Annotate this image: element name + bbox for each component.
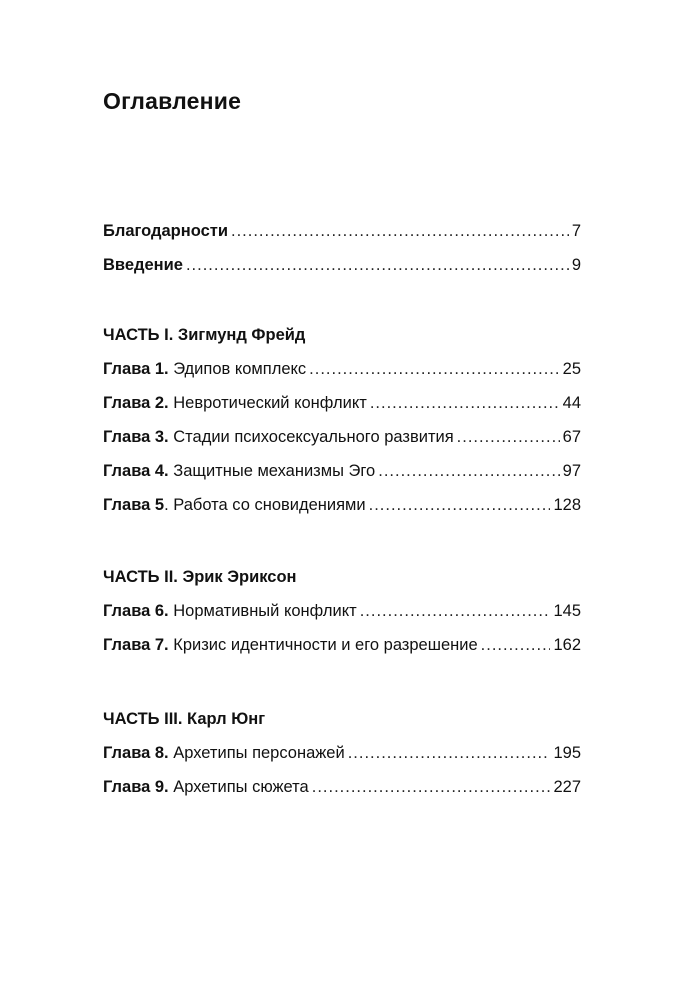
toc-entry-chapter-7[interactable]	[103, 628, 581, 662]
part-heading: ЧАСТЬ III. Карл Юнг	[103, 710, 266, 728]
chapter-number: Глава 7.	[103, 636, 169, 654]
toc-part-1	[103, 318, 581, 522]
toc-part-3	[103, 702, 581, 804]
dot-leader	[312, 770, 551, 804]
chapter-number: Глава 2.	[103, 394, 169, 412]
dot-leader	[360, 594, 551, 628]
toc-page-number: 128	[553, 496, 581, 514]
dot-leader	[378, 454, 559, 488]
toc-page-number: 7	[571, 222, 581, 240]
chapter-title: Защитные механизмы Эго	[168, 462, 376, 480]
toc-entry-chapter-1[interactable]	[103, 352, 581, 386]
chapter-number: Глава 3.	[103, 428, 169, 446]
dot-leader	[481, 628, 551, 662]
chapter-number: Глава 4.	[103, 462, 169, 480]
dot-leader	[309, 352, 559, 386]
toc-front-matter	[103, 214, 581, 282]
toc-entry-acknowledgements[interactable]	[103, 214, 581, 248]
toc-entry-chapter-8[interactable]	[103, 736, 581, 770]
chapter-number: Глава 5	[103, 496, 165, 514]
dot-leader	[457, 420, 560, 454]
chapter-title: Стадии психосексуального развития	[168, 428, 454, 446]
toc-page-number: 162	[553, 636, 581, 654]
toc-entry-chapter-9[interactable]	[103, 770, 581, 804]
toc-entry-chapter-3[interactable]	[103, 420, 581, 454]
chapter-number: Глава 1.	[103, 360, 169, 378]
toc-entry-introduction[interactable]	[103, 248, 581, 282]
chapter-title: Невротический конфликт	[168, 394, 367, 412]
chapter-title: Эдипов комплекс	[168, 360, 307, 378]
toc-entry-chapter-2[interactable]	[103, 386, 581, 420]
dot-leader	[231, 214, 569, 248]
toc-page-number: 9	[571, 256, 581, 274]
part-heading: ЧАСТЬ I. Зигмунд Фрейд	[103, 326, 306, 344]
toc-part-2	[103, 560, 581, 662]
chapter-number: Глава 9.	[103, 778, 169, 796]
chapter-title: . Работа со сновидениями	[164, 496, 366, 514]
chapter-title: Кризис идентичности и его разрешение	[168, 636, 478, 654]
chapter-number: Глава 8.	[103, 744, 169, 762]
toc-page-number: 195	[553, 744, 581, 762]
toc-page-number: 145	[553, 602, 581, 620]
toc-entry-chapter-5[interactable]	[103, 488, 581, 522]
page-title: Оглавление	[103, 88, 242, 114]
chapter-number: Глава 6.	[103, 602, 169, 620]
dot-leader	[348, 736, 551, 770]
toc-entry-label: Благодарности	[103, 222, 228, 240]
toc-page-number: 97	[562, 462, 581, 480]
toc-entry-chapter-4[interactable]	[103, 454, 581, 488]
dot-leader	[186, 248, 569, 282]
chapter-title: Архетипы персонажей	[168, 744, 345, 762]
toc-entry-chapter-6[interactable]	[103, 594, 581, 628]
chapter-title: Архетипы сюжета	[168, 778, 309, 796]
toc-page-number: 44	[562, 394, 581, 412]
toc-page-number: 25	[562, 360, 581, 378]
toc-page-number: 227	[553, 778, 581, 796]
toc-entry-label: Введение	[103, 256, 183, 274]
toc-page-number: 67	[562, 428, 581, 446]
dot-leader	[370, 386, 560, 420]
dot-leader	[369, 488, 551, 522]
chapter-title: Нормативный конфликт	[168, 602, 357, 620]
part-heading: ЧАСТЬ II. Эрик Эриксон	[103, 568, 297, 586]
